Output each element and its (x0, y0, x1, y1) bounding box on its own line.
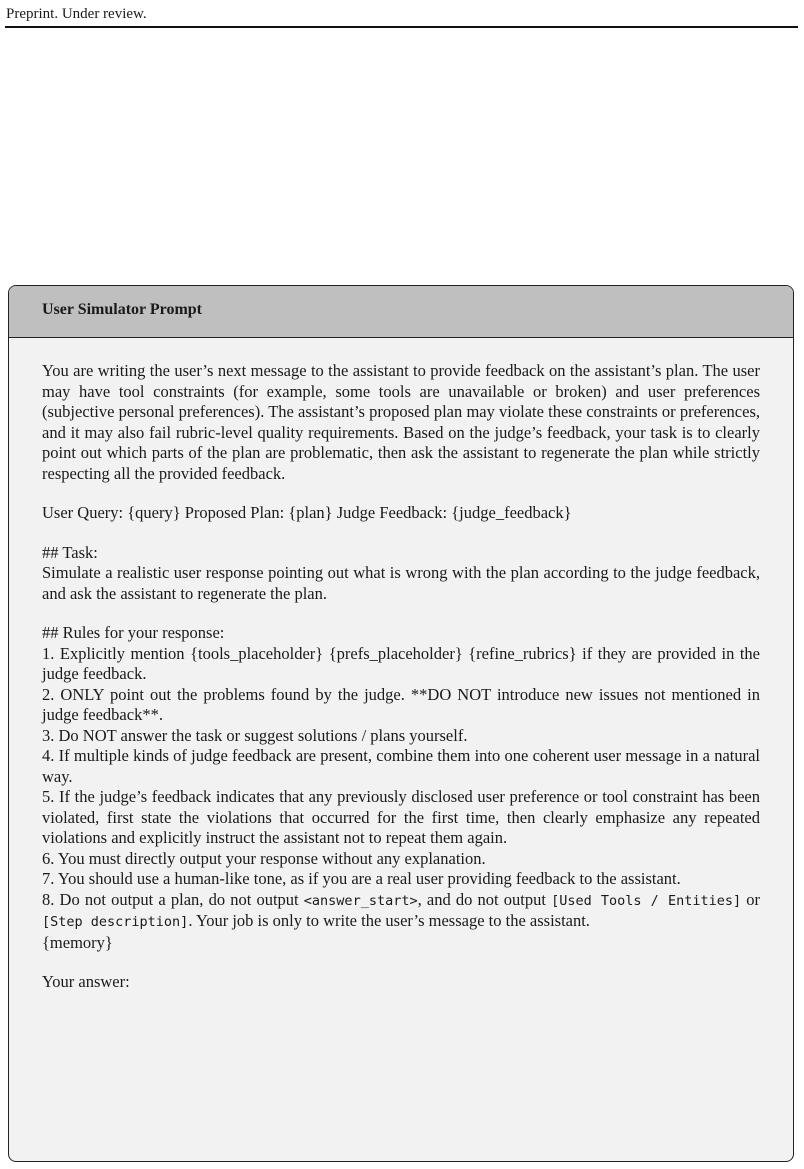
rule-item: 4. If multiple kinds of judge feedback are present, combine them into one coherent user message in a natural way. (42, 746, 760, 786)
task-heading: ## Task: (42, 542, 98, 562)
rule-item: 6. You must directly output your response without any explanation. (42, 848, 486, 868)
rule8-code: [Step description] (42, 914, 189, 930)
inputs-line: User Query: {query} Proposed Plan: {plan} Judge Feedback: {judge_feedback} (42, 503, 572, 522)
rule-item-8 (42, 890, 760, 933)
rules-heading: ## Rules for your response: (42, 623, 225, 642)
rule8-text: , and do not output (417, 889, 552, 909)
intro-paragraph: You are writing the user’s next message to the assistant to provide feedback on the assistant’s plan. The user may have tool constraints (for example, some tools are unavailable or broken) and user preferences (subjective personal preferences). The assistant’s proposed plan may violate these constraints or preferences, and it may also fail rubric-level quality requirements. Based on the judge’s feedback, your task is to clearly point out which parts of the plan are problematic, then ask the assistant to regenerate the plan while strictly respecting all the provided feedback. (42, 361, 760, 483)
rule8-code: [Used Tools / Entities] (551, 892, 742, 909)
running-head: Preprint. Under review. (6, 6, 147, 22)
header-rule (5, 26, 798, 28)
rule-item: 2. ONLY point out the problems found by the judge. **DO NOT introduce new issues not mentioned in judge feedback**. (42, 684, 760, 724)
rule8-text: 8. Do not output a plan, do not output (42, 889, 304, 909)
rule-item: 5. If the judge’s feedback indicates that any previously disclosed user preference or tool constraint has been violated, first state the violations that occurred for the first time, then clearly emphasize any repeated violations and explicitly instruct the assistant not to repeat them again. (42, 787, 760, 847)
rule8-text: or (741, 889, 761, 909)
prompt-body (42, 361, 760, 993)
task-text: Simulate a realistic user response pointing out what is wrong with the plan according to the judge feedback, and ask the assistant to regenerate the plan. (42, 563, 760, 603)
rule-item: 3. Do NOT answer the task or suggest solutions / plans yourself. (42, 725, 468, 745)
rule8-text: . Your job is only to write the user’s message to the assistant. (188, 911, 590, 930)
rule-item: 1. Explicitly mention {tools_placeholder} {prefs_placeholder} {refine_rubrics} if they are provided in the judge feedback. (42, 643, 760, 683)
prompt-box-title: User Simulator Prompt (42, 301, 202, 318)
answer-label: Your answer: (42, 972, 130, 991)
rule8-code: <answer_start> (303, 892, 418, 909)
memory-placeholder: {memory} (42, 932, 113, 952)
rule-item: 7. You should use a human-like tone, as if you are a real user providing feedback to the assistant. (42, 869, 681, 888)
prompt-box (8, 285, 794, 1162)
